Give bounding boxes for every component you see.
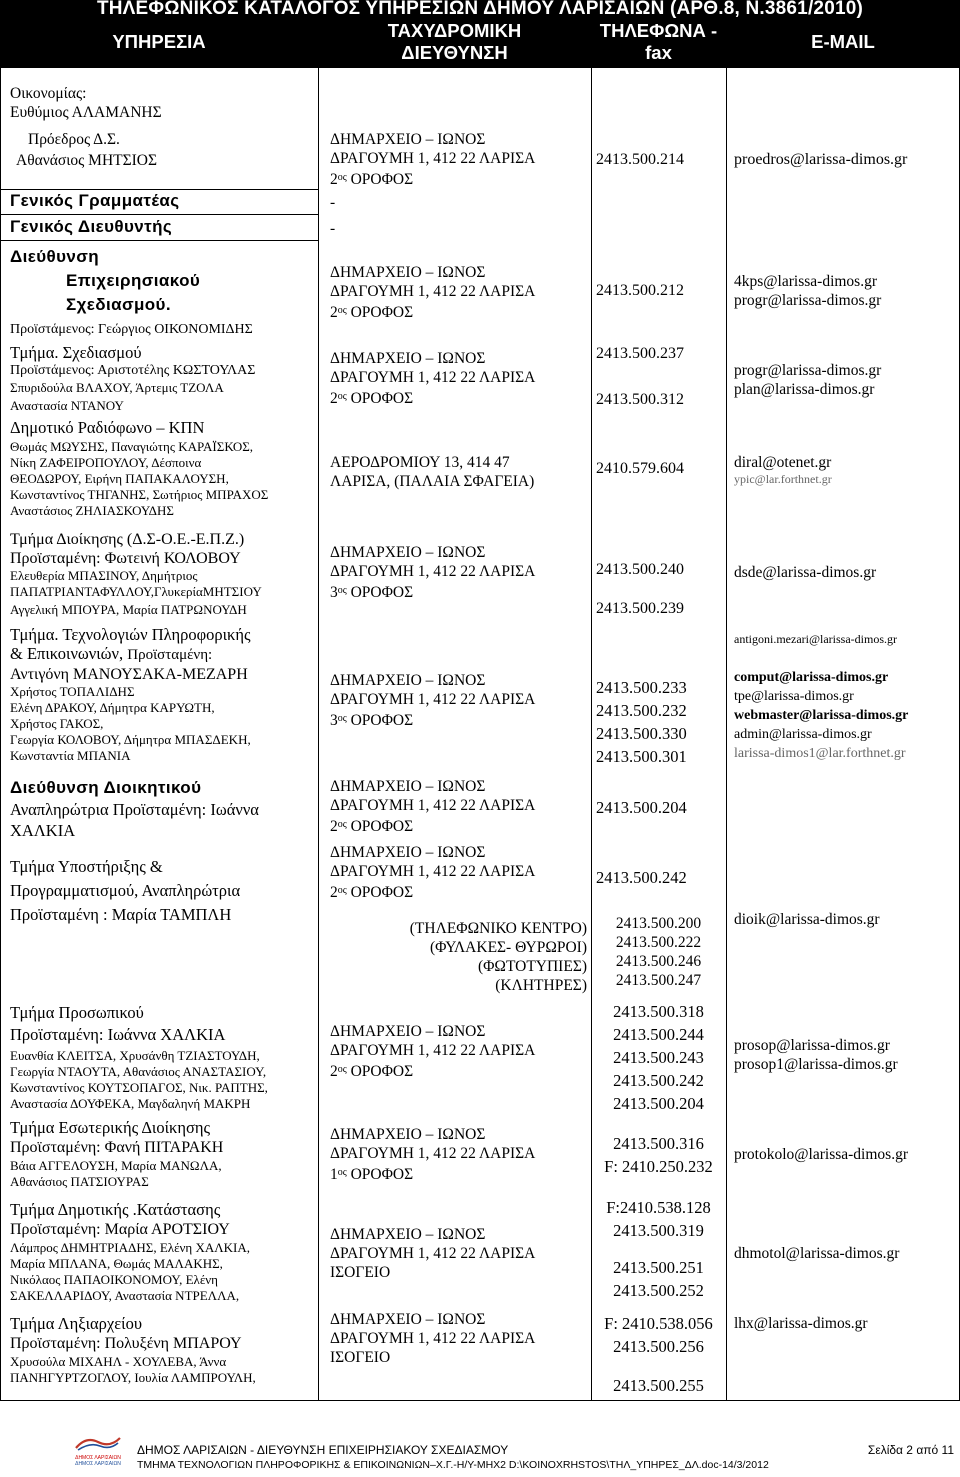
email-link[interactable]: prosop@larissa-dimos.gr xyxy=(734,1037,890,1054)
address-cell: ΔΗΜΑΡΧΕΙΟ – ΙΩΝΟΣ ΔΡΑΓΟΥΜΗ 1, 412 22 ΛΑΡΙΣΑ $2^{o\varsigma}$ ΟΡΟΦΟΣ xyxy=(330,350,536,407)
column-divider xyxy=(591,68,592,1400)
table-row: Τμήμα Εσωτερικής Διοίκησης Προϊσταμένη: Φανή ΠΙΤΑΡΑΚΗ Βάια ΑΓΓΕΛΟΥΣΗ, Μαρία ΜΑΝΩΛΑ, Αθανάσιος ΠΑΤΣΙΟΥΡΑΣ xyxy=(10,1118,224,1189)
service-directorate-planning: Διεύθυνση Επιχειρησιακού Σχεδιασμού. xyxy=(10,247,201,314)
row-divider xyxy=(0,240,318,241)
column-header-phone: ΤΗΛΕΦΩΝΑ - fax xyxy=(599,20,718,63)
email-link[interactable]: plan@larissa-dimos.gr xyxy=(734,381,875,398)
address-cell: - xyxy=(330,220,336,237)
municipality-logo-icon xyxy=(74,1434,122,1452)
email-link[interactable]: lhx@larissa-dimos.gr xyxy=(734,1315,868,1332)
email-link[interactable]: prosop1@larissa-dimos.gr xyxy=(734,1056,898,1073)
address-cell: - xyxy=(330,194,336,211)
table-border-left xyxy=(0,68,1,1400)
table-row: Τμήμα Ληξιαρχείου Προϊσταμένη: Πολυξένη ΜΠΑΡΟΥ Χρυσούλα ΜΙΧΑΗΛ - ΧΟΥΛΕΒΑ, Άννα ΠΑΝΗΓΥΡΤΖΟΓΛΟΥ, Ιουλία ΛΑΜΠΡΟΥΛΗ, xyxy=(10,1314,256,1385)
address-cell: ΔΗΜΑΡΧΕΙΟ – ΙΩΝΟΣ ΔΡΑΓΟΥΜΗ 1, 412 22 ΛΑΡΙΣΑ ΙΣΟΓΕΙΟ xyxy=(330,1226,536,1281)
address-cell: ΔΗΜΑΡΧΕΙΟ – ΙΩΝΟΣ ΔΡΑΓΟΥΜΗ 1, 412 22 ΛΑΡΙΣΑ $2^{o\varsigma}$ ΟΡΟΦΟΣ xyxy=(330,844,536,901)
column-divider xyxy=(726,68,727,1400)
email-cell xyxy=(734,361,881,399)
email-cell xyxy=(734,1036,898,1074)
email-link[interactable]: dhmotol@larissa-dimos.gr xyxy=(734,1245,900,1262)
address-cell: ΔΗΜΑΡΧΕΙΟ – ΙΩΝΟΣ ΔΡΑΓΟΥΜΗ 1, 412 22 ΛΑΡΙΣΑ $2^{o\varsigma}$ ΟΡΟΦΟΣ xyxy=(330,264,536,321)
email-link[interactable]: tpe@larissa-dimos.gr xyxy=(734,689,854,704)
email-link[interactable]: proedros@larissa-dimos.gr xyxy=(734,151,908,168)
table-row: Διεύθυνση Διοικητικού Αναπληρώτρια Προϊσταμένη: Ιωάννα ΧΑΛΚΙΑ xyxy=(10,778,259,840)
email-link[interactable]: diral@otenet.gr xyxy=(734,454,832,471)
email-link[interactable]: admin@larissa-dimos.gr xyxy=(734,727,872,742)
phone-cell: 2413.500.214 xyxy=(596,151,684,168)
address-cell: ΔΗΜΑΡΧΕΙΟ – ΙΩΝΟΣ ΔΡΑΓΟΥΜΗ 1, 412 22 ΛΑΡΙΣΑ $3^{o\varsigma}$ ΟΡΟΦΟΣ xyxy=(330,544,536,601)
phone-cell: 2413.500.237 xyxy=(596,345,684,362)
email-cell xyxy=(734,453,832,487)
email-link[interactable]: dioik@larissa-dimos.gr xyxy=(734,911,880,928)
phone-cell: 2413.500.200 2413.500.222 2413.500.246 2413.500.247 xyxy=(615,915,702,989)
address-cell: ΔΗΜΑΡΧΕΙΟ – ΙΩΝΟΣ ΔΡΑΓΟΥΜΗ 1, 412 22 ΛΑΡΙΣΑ ΙΣΟΓΕΙΟ xyxy=(330,1311,536,1366)
page-footer xyxy=(0,1430,960,1477)
email-link[interactable]: ypic@lar.forthnet.gr xyxy=(734,472,832,486)
phone-cell: 2413.500.312 xyxy=(596,391,684,408)
address-cell: ΔΗΜΑΡΧΕΙΟ – ΙΩΝΟΣ ΔΡΑΓΟΥΜΗ 1, 412 22 ΛΑΡΙΣΑ $3^{o\varsigma}$ ΟΡΟΦΟΣ xyxy=(330,672,536,729)
phone-cell: 2413.500.233 2413.500.232 2413.500.330 2413.500.301 xyxy=(596,678,687,766)
service-general-secretary: Γενικός Γραμματέας xyxy=(10,191,180,210)
email-link[interactable]: antigoni.mezari@larissa-dimos.gr xyxy=(734,632,898,646)
column-header-email: E-MAIL xyxy=(811,31,875,52)
service-general-director: Γενικός Διευθυντής xyxy=(10,217,173,236)
column-header-service: ΥΠΗΡΕΣΙΑ xyxy=(112,31,206,52)
table-row: Τμήμα Διοίκησης (Δ.Σ-Ο.Ε.-Ε.Π.Ζ.) Προϊσταμένη: Φωτεινή ΚΟΛΟΒΟΥ Ελευθερία ΜΠΑΣΙΝΟΥ, Δημήτριος ΠΑΠΑΤΡΙΑΝΤΑΦΥΛΛΟΥ,ΓλυκερίαΜΗΤΣΙΟΥ Αγγελική ΜΠΟΥΡΑ, Μαρία ΠΑΤΡΩΝΟΥΔΗ xyxy=(10,531,262,617)
table-row: Τμήμα Υποστήριξης & Προγραμματισμού, Αναπληρώτρια Προϊσταμένη : Μαρία ΤΑΜΠΛΗ xyxy=(10,857,241,924)
email-cell xyxy=(734,272,881,310)
phone-cell: 2413.500.318 2413.500.244 2413.500.243 2413.500.242 2413.500.204 xyxy=(613,1002,704,1113)
phone-cell: 2413.500.316 F: 2410.250.232 xyxy=(604,1134,713,1176)
address-cell: ΔΗΜΑΡΧΕΙΟ – ΙΩΝΟΣ ΔΡΑΓΟΥΜΗ 1, 412 22 ΛΑΡΙΣΑ $2^{o\varsigma}$ ΟΡΟΦΟΣ xyxy=(330,778,536,835)
table-row: Τμήμα Δημοτικής .Κατάστασης Προϊσταμένη: Μαρία ΑΡΟΤΣΙΟΥ Λάμπρος ΔΗΜΗΤΡΙΑΔΗΣ, Ελένη ΧΑΛΚΙΑ, Μαρία ΜΠΛΑΝΑ, Θωμάς ΜΑΛΑΚΗΣ, Νικόλαος ΠΑΠΑΟΙΚΟΝΟΜΟΥ, Ελένη ΣΑΚΕΛΛΑΡΙΔΟΥ, Αναστασία ΝΤΡΕΛΛΑ, xyxy=(10,1200,251,1303)
table-row: Τμήμα Προσωπικού Προϊσταμένη: Ιωάννα ΧΑΛΚΙΑ Ευανθία ΚΛΕΙΤΣΑ, Χρυσάνθη ΤΖΙΑΣΤΟΥΔΗ, Γεωργία ΝΤΑΟΥΤΑ, Αθανάσιος ΑΝΑΣΤΑΣΙΟΥ, Κωνσταντίνος ΚΟΥΤΣΟΠΑΓΟΣ, Νικ. ΡΑΠΤΗΣ, Αναστασία ΔΟΥΦΕΚΑ, Μαγδαληνή ΜΑΚΡΗ xyxy=(10,1003,268,1111)
email-link[interactable]: comput@larissa-dimos.gr xyxy=(734,670,889,685)
service-head: Προϊστάμενος: Γεώργιος ΟΙΚΟΝΟΜΙΔΗΣ xyxy=(10,322,253,337)
row-divider xyxy=(0,189,318,190)
email-link[interactable]: 4kps@larissa-dimos.gr xyxy=(734,273,877,290)
address-notes: (ΤΗΛΕΦΩΝΙΚΟ ΚΕΝΤΡΟ) (ΦΥΛΑΚΕΣ- ΘΥΡΩΡΟΙ) (ΦΩΤΟΤΥΠΙΕΣ) (ΚΛΗΤΗΡΕΣ) xyxy=(409,920,587,994)
address-cell: ΑΕΡΟΔΡΟΜΙΟΥ 13, 414 47 ΛΑΡΙΣΑ, (ΠΑΛΑΙΑ ΣΦΑΓΕΙΑ) xyxy=(330,454,535,490)
email-link[interactable]: progr@larissa-dimos.gr xyxy=(734,292,882,309)
phone-cell: 2413.500.212 xyxy=(596,282,684,299)
address-cell: ΔΗΜΑΡΧΕΙΟ – ΙΩΝΟΣ ΔΡΑΓΟΥΜΗ 1, 412 22 ΛΑΡΙΣΑ $2^{o\varsigma}$ ΟΡΟΦΟΣ xyxy=(330,1023,536,1080)
table-row: Τμήμα. Τεχνολογιών Πληροφορικής & Επικοινωνιών, Προϊσταμένη: Αντιγόνη ΜΑΝΟΥΣΑΚΑ-ΜΕΖΑΡΗ Χρήστος ΤΟΠΑΛΙΔΗΣ Ελένη ΔΡΑΚΟΥ, Δήμητρα ΚΑΡΥΩΤΗ, Χρήστος ΓΑΚΟΣ, Γεωργία ΚΟΛΟΒΟΥ, Δήμητρα ΜΠΑΣΔΕΚΗ, Κωνσταντία ΜΠΑΝΙΑ xyxy=(10,625,251,763)
document-title: ΤΗΛΕΦΩΝΙΚΟΣ ΚΑΤΑΛΟΓΟΣ ΥΠΗΡΕΣΙΩΝ ΔΗΜΟΥ ΛΑΡΙΣΑΙΩΝ (ΑΡΘ.8, Ν.3861/2010) xyxy=(96,0,864,19)
municipality-logo: ΔΗΜΟΣ ΛΑΡΙΣΑΙΩΝ ΔΗΜΟΣ ΛΑΡΙΣΑΙΩΝ xyxy=(74,1434,122,1464)
phone-cell: 2413.500.242 xyxy=(596,868,687,887)
email-link[interactable]: webmaster@larissa-dimos.gr xyxy=(734,708,909,723)
footer-line-1: ΔΗΜΟΣ ΛΑΡΙΣΑΙΩΝ - ΔΙΕΥΘΥΝΣΗ ΕΠΙΧΕΙΡΗΣΙΑΚΟΥ ΣΧΕΔΙΑΣΜΟΥ xyxy=(137,1443,509,1457)
email-link[interactable]: larissa-dimos1@lar.forthnet.gr xyxy=(734,746,906,761)
table-header xyxy=(0,0,960,68)
column-divider xyxy=(318,68,319,1400)
phone-cell: F:2410.538.128 2413.500.319 2413.500.251 2413.500.252 xyxy=(606,1198,711,1300)
table-row: Τμήμα. Σχεδιασμού Προϊστάμενος: Αριστοτέλης ΚΩΣΤΟΥΛΑΣ Σπυριδούλα ΒΛΑΧΟΥ, Άρτεμις ΤΖΟΛΑ Αναστασία ΝΤΑΝΟΥ xyxy=(10,343,256,413)
page-number: Σελίδα 2 από 11 xyxy=(867,1443,954,1457)
email-link[interactable]: dsde@larissa-dimos.gr xyxy=(734,564,877,581)
row-divider xyxy=(0,214,318,215)
email-link[interactable]: protokolo@larissa-dimos.gr xyxy=(734,1146,908,1163)
phone-cell: 2413.500.204 xyxy=(596,798,687,817)
table-border-bottom xyxy=(0,1400,960,1401)
footer-line-2: ΤΜΗΜΑ ΤΕΧΝΟΛΟΓΙΩΝ ΠΛΗΡΟΦΟΡΙΚΗΣ & ΕΠΙΚΟΙΝΩΝΙΩΝ–Χ.Γ.-Η/Υ-ΜΗΧ2 D:\ΚΟΙΝΟΧRHSTOS\ΤΗΛ_ΥΠΗΡΕΣ_ΔΛ.doc-14/3/2012 xyxy=(137,1459,769,1471)
table-row: Δημοτικό Ραδιόφωνο – ΚΠΝ Θωμάς ΜΩΥΣΗΣ, Παναγιώτης ΚΑΡΑΪΣΚΟΣ, Νίκη ΖΑΦΕΙΡΟΠΟΥΛΟΥ, Δέσποινα ΘΕΟΔΩΡΟΥ, Ειρήνη ΠΑΠΑΚΑΛΟΥΣΗ, Κωνσταντίνος ΤΗΓΑΝΗΣ, Σωτήριος ΜΠΡΑΧΟΣ Αναστάσιος ΖΗΛΙΑΣΚΟΥΔΗΣ xyxy=(10,418,269,518)
phone-cell: 2413.500.240 xyxy=(596,561,684,578)
address-cell: ΔΗΜΑΡΧΕΙΟ – ΙΩΝΟΣ ΔΡΑΓΟΥΜΗ 1, 412 22 ΛΑΡΙΣΑ $1^{o\varsigma}$ ΟΡΟΦΟΣ xyxy=(330,1126,536,1183)
phone-cell: F: 2410.538.056 2413.500.256 2413.500.255 xyxy=(604,1314,713,1395)
phone-cell: 2410.579.604 xyxy=(596,460,684,477)
email-link[interactable]: progr@larissa-dimos.gr xyxy=(734,362,882,379)
column-header-address: ΤΑΧΥΔΡΟΜΙΚΗ ΔΙΕΥΘΥΝΣΗ xyxy=(387,20,522,63)
email-cell xyxy=(734,668,908,763)
table-row: Οικονομίας: Ευθύμιος ΑΛΑΜΑΝΗΣ Πρόεδρος Δ.Σ. Αθανάσιος ΜΗΤΣΙΟΣ xyxy=(10,85,162,169)
phone-cell: 2413.500.239 xyxy=(596,600,684,617)
address-cell: ΔΗΜΑΡΧΕΙΟ – ΙΩΝΟΣ ΔΡΑΓΟΥΜΗ 1, 412 22 ΛΑΡΙΣΑ $2^{o\varsigma}$ ΟΡΟΦΟΣ xyxy=(330,131,536,188)
